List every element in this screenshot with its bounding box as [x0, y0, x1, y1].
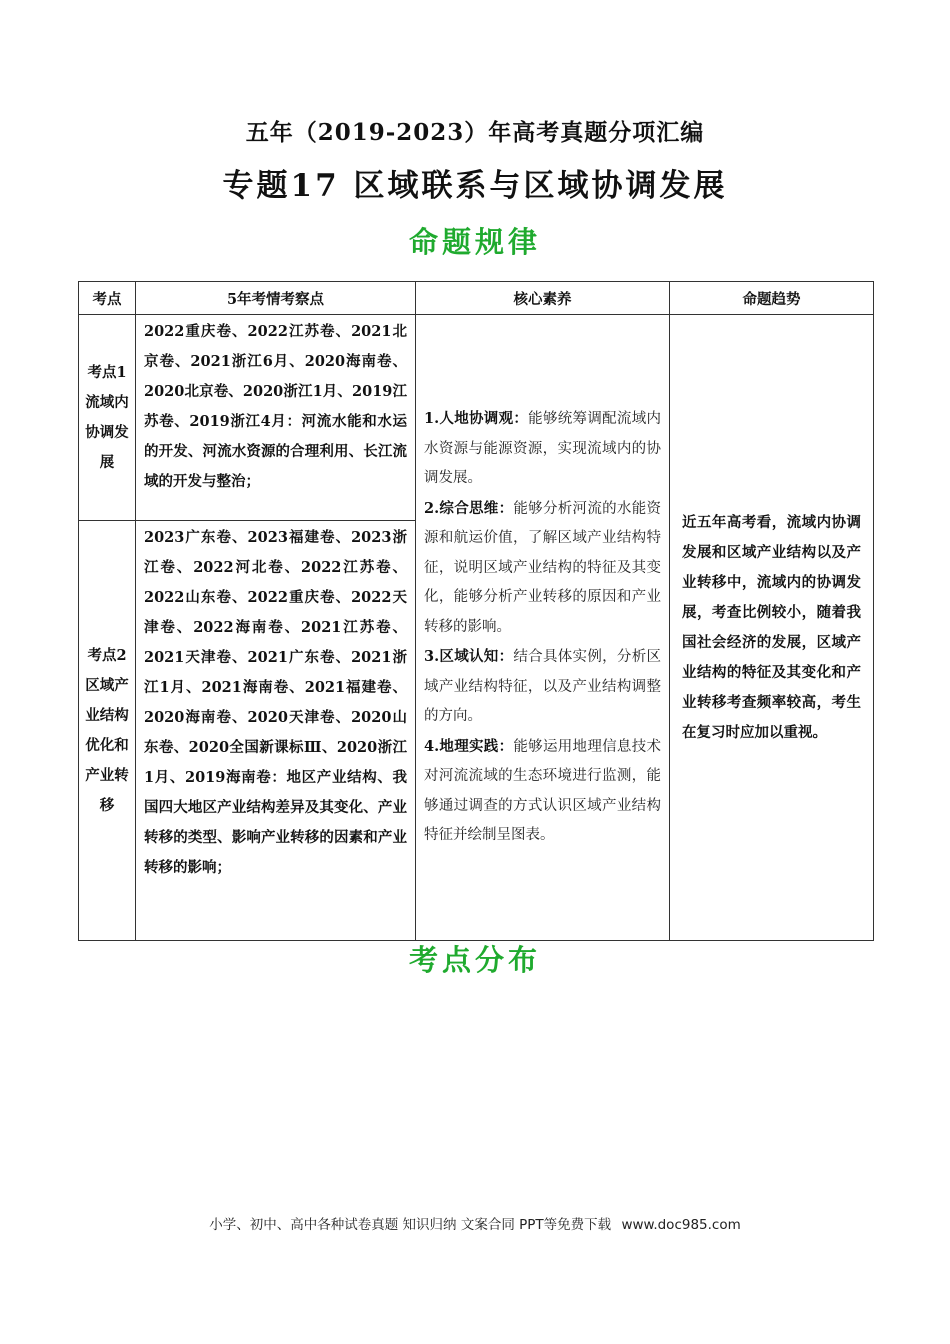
- point-cell: 考点2区域产业结构优化和产业转移: [79, 521, 136, 941]
- core-item-label: 1.人地协调观：: [424, 410, 529, 428]
- header-point: 考点: [79, 282, 136, 315]
- core-item: [424, 494, 661, 643]
- footer-link[interactable]: www.doc985.com: [621, 1217, 741, 1233]
- core-item: [424, 404, 661, 494]
- history-cell: 2022重庆卷、2022江苏卷、2021北京卷、2021浙江6月、2020海南卷、2020北京卷、2020浙江1月、2019江苏卷、2019浙江4月：河流水能和水运的开发、河流水资源的合理利用、长江流域的开发与整治；: [136, 315, 416, 521]
- header-trend: 命题趋势: [670, 282, 874, 315]
- core-item-text: 能够统筹调配流域内水资源与能源资源，实现流域内的协调发展。: [424, 411, 661, 487]
- core-item-label: 4.地理实践：: [424, 737, 514, 755]
- table-header-row: [79, 282, 874, 315]
- document-title: 五年（2019-2023）年高考真题分项汇编: [245, 119, 705, 146]
- core-literacy-cell: [416, 315, 670, 941]
- core-item-label: 2.综合思维：: [424, 499, 514, 517]
- core-item-text: 能够分析河流的水能资源和航运价值，了解区域产业结构特征，说明区域产业结构的特征及其变化，能够分析产业转移的原因和产业转移的影响。: [424, 500, 662, 635]
- core-item-text: 结合具体实例，分析区域产业结构特征，以及产业结构调整的方向。: [424, 649, 662, 725]
- header-core: 核心素养: [416, 282, 670, 315]
- section-heading-distribution: 考点分布: [408, 943, 541, 977]
- core-item: [424, 732, 661, 851]
- page-footer: [0, 1213, 950, 1233]
- core-item: [424, 642, 661, 732]
- footer-text: 小学、初中、高中各种试卷真题 知识归纳 文案合同 PPT等免费下载: [209, 1217, 612, 1233]
- core-item-label: 3.区域认知：: [424, 648, 514, 666]
- table-row: [79, 315, 874, 521]
- trend-cell: 近五年高考看，流域内协调发展和区域产业结构以及产业转移中，流域内的协调发展，考查比例较小，随着我国社会经济的发展，区域产业结构的特征及其变化和产业转移考查频率较高，考生在复习时应加以重视。: [670, 315, 874, 941]
- exam-analysis-table: [78, 281, 874, 941]
- section-heading-rules: 命题规律: [408, 225, 541, 259]
- point-cell: 考点1流域内协调发展: [79, 315, 136, 521]
- core-item-text: 能够运用地理信息技术对河流流域的生态环境进行监测，能够通过调查的方式认识区域产业结构特征并绘制呈图表。: [424, 738, 662, 844]
- header-history: 5年考情考察点: [136, 282, 416, 315]
- document-subtitle: 专题17 区域联系与区域协调发展: [222, 168, 728, 204]
- history-cell: 2023广东卷、2023福建卷、2023浙江卷、2022河北卷、2022江苏卷、2022山东卷、2022重庆卷、2022天津卷、2022海南卷、2021江苏卷、2021天津卷、2021广东卷、2021浙江1月、2021海南卷、2021福建卷、2020海南卷、2020天津卷、2020山东卷、2020全国新课标Ⅲ、2020浙江1月、2019海南卷：地区产业结构、我国四大地区产业结构差异及其变化、产业转移的类型、影响产业转移的因素和产业转移的影响；: [136, 521, 416, 941]
